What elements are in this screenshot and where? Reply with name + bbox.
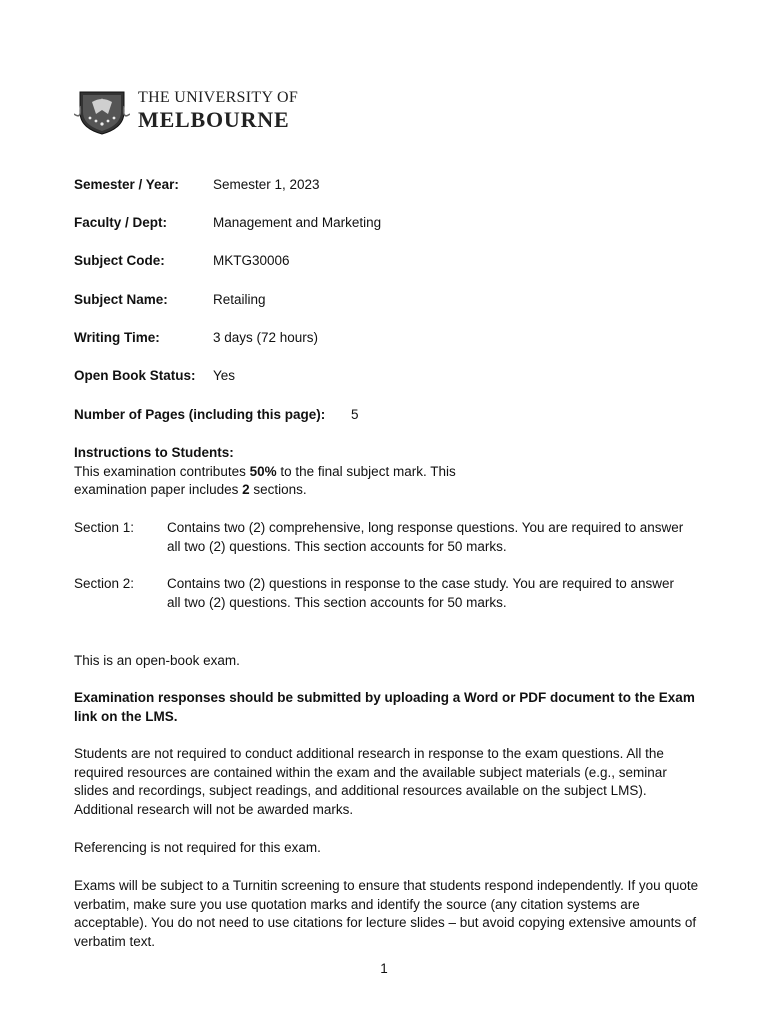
university-logo [74, 84, 298, 136]
section-description: Contains two (2) comprehensive, long response questions. You are required to answer all two (2) questions. This section accounts for 50 marks. [167, 520, 684, 554]
field-value: MKTG30006 [213, 253, 290, 268]
instructions-heading: Instructions to Students: [74, 445, 234, 460]
university-crest-icon [74, 84, 130, 136]
section-2 [74, 575, 704, 615]
field-value: Semester 1, 2023 [213, 177, 320, 192]
intro-text: sections. [249, 482, 307, 498]
field-value: Retailing [213, 292, 266, 307]
submission-note: Examination responses should be submitted by uploading a Word or PDF document to the Exam link on the LMS. [74, 690, 695, 724]
logo-line-2: MELBOURNE [138, 106, 290, 132]
section-count: 2 [242, 482, 250, 498]
logo-line-1: THE UNIVERSITY OF [138, 88, 299, 106]
research-note: Students are not required to conduct additional research in response to the exam questions. All the required resources are contained within the exam and the available subject materials (e.g., seminar slides and recordings, subject readings, and additional resources available on the subject LMS). Additional research will not be awarded marks. [74, 746, 667, 817]
intro-text: This examination contributes [74, 463, 250, 479]
weighting-percent: 50% [249, 463, 277, 479]
referencing-note: Referencing is not required for this exam. [74, 840, 321, 855]
field-value: 5 [351, 407, 359, 422]
field-label: Semester / Year: [74, 177, 179, 192]
instructions-block [74, 444, 704, 500]
section-label: Section 1: [74, 520, 135, 535]
field-value: 3 days (72 hours) [213, 330, 319, 345]
open-book-note: This is an open-book exam. [74, 653, 240, 668]
instructions-intro-2 [74, 481, 704, 500]
field-label: Faculty / Dept: [74, 215, 168, 230]
section-description: Contains two (2) questions in response to the case study. You are required to answer all two (2) questions. This section accounts for 50 marks. [167, 576, 675, 610]
field-label: Writing Time: [74, 330, 160, 345]
field-label: Subject Name: [74, 292, 168, 307]
intro-text: examination paper includes [74, 482, 243, 498]
intro-text: to the final subject mark. This [276, 463, 456, 479]
field-label: Number of Pages (including this page): [74, 407, 326, 422]
section-label: Section 2: [74, 576, 135, 591]
section-1 [74, 519, 704, 559]
field-value: Yes [213, 368, 236, 383]
field-label: Subject Code: [74, 253, 165, 268]
field-value: Management and Marketing [213, 215, 382, 230]
page-number: 1 [380, 961, 388, 976]
instructions-intro [74, 463, 704, 482]
field-label: Open Book Status: [74, 368, 196, 383]
turnitin-note: Exams will be subject to a Turnitin screening to ensure that students respond independently. If you quote verbatim, make sure you use quotation marks and identify the source (any citation systems are acceptable). You do not need to use citations for lecture slides – but avoid copying extensive amounts of verbatim text. [74, 878, 699, 949]
